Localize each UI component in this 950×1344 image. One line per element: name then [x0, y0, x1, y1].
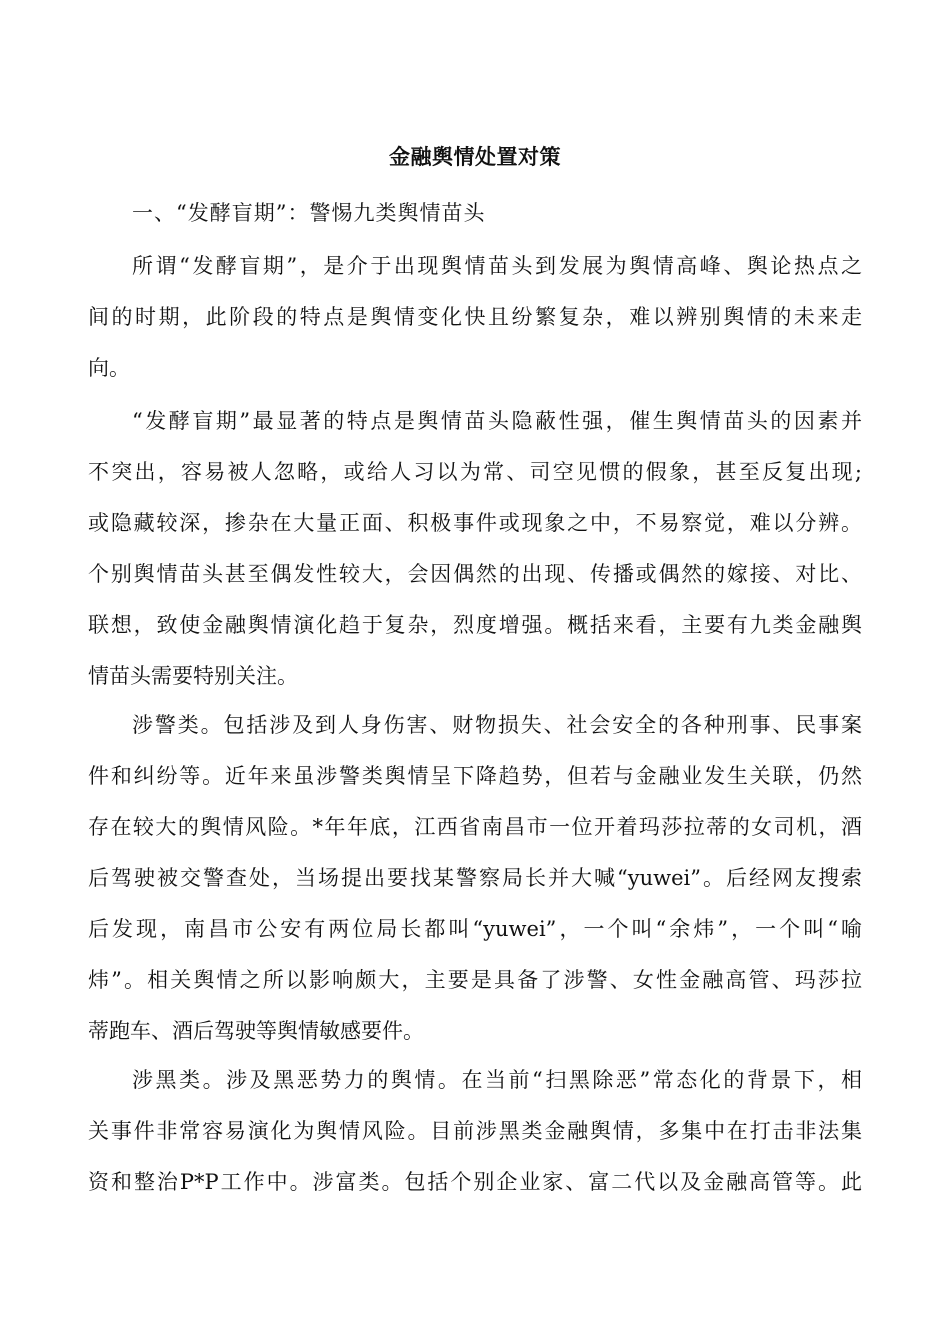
paragraph-line: 情苗头需要特别关注。 — [88, 664, 298, 688]
paragraph-line: 资和整治P*P工作中。涉富类。包括个别企业家、富二代以及金融高管等。此 — [88, 1170, 862, 1194]
paragraph-line: 后发现，南昌市公安有两位局长都叫“yuwei”，一个叫“余炜”，一个叫“喻 — [88, 917, 862, 941]
paragraph-line: 或隐藏较深，掺杂在大量正面、积极事件或现象之中，不易察觉，难以分辨。 — [88, 511, 862, 535]
paragraph-line: 向。 — [88, 356, 130, 380]
paragraph-line: 涉警类。包括涉及到人身伤害、财物损失、社会安全的各种刑事、民事案 — [132, 713, 862, 737]
paragraph-line: 间的时期，此阶段的特点是舆情变化快且纷繁复杂，难以辨别舆情的未来走 — [88, 305, 862, 329]
paragraph-3 — [88, 700, 862, 1057]
paragraph-line: “发酵盲期”最显著的特点是舆情苗头隐蔽性强，催生舆情苗头的因素并 — [132, 409, 862, 433]
paragraph-1 — [88, 241, 862, 394]
paragraph-line: 关事件非常容易演化为舆情风险。目前涉黑类金融舆情，多集中在打击非法集 — [88, 1119, 862, 1143]
paragraph-line: 联想，致使金融舆情演化趋于复杂，烈度增强。概括来看，主要有九类金融舆 — [88, 613, 862, 637]
paragraph-2 — [88, 396, 862, 702]
paragraph-line: 存在较大的舆情风险。*年年底，江西省南昌市一位开着玛莎拉蒂的女司机，酒 — [88, 815, 862, 839]
paragraph-line: 不突出，容易被人忽略，或给人习以为常、司空见惯的假象，甚至反复出现; — [88, 460, 862, 484]
paragraph-line: 蒂跑车、酒后驾驶等舆情敏感要件。 — [88, 1019, 424, 1043]
section-heading: 一、“发酵盲期”：警惕九类舆情苗头 — [132, 201, 486, 225]
paragraph-line: 涉黑类。涉及黑恶势力的舆情。在当前“扫黑除恶”常态化的背景下，相 — [132, 1068, 862, 1092]
paragraph-line: 所谓“发酵盲期”，是介于出现舆情苗头到发展为舆情高峰、舆论热点之 — [132, 254, 862, 278]
paragraph-line: 后驾驶被交警查处，当场提出要找某警察局长并大喊“yuwei”。后经网友搜索 — [88, 866, 862, 890]
paragraph-line: 炜”。相关舆情之所以影响颇大，主要是具备了涉警、女性金融高管、玛莎拉 — [88, 968, 862, 992]
document-title: 金融舆情处置对策 — [389, 145, 561, 169]
paragraph-line: 个别舆情苗头甚至偶发性较大，会因偶然的出现、传播或偶然的嫁接、对比、 — [88, 562, 862, 586]
paragraph-4 — [88, 1055, 862, 1208]
paragraph-line: 件和纠纷等。近年来虽涉警类舆情呈下降趋势，但若与金融业发生关联，仍然 — [88, 764, 862, 788]
